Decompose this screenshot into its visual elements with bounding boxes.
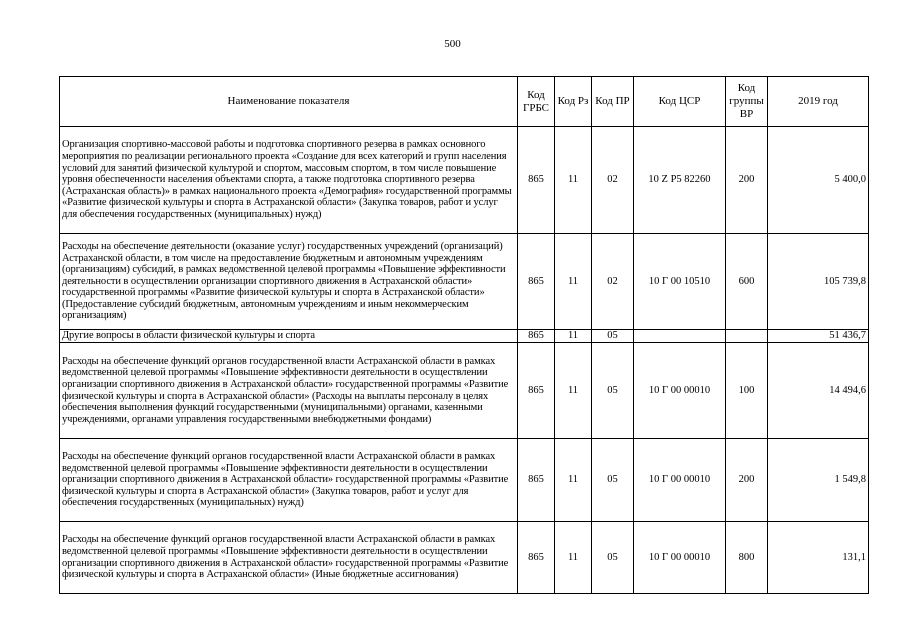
row-grbs: 865 [518, 330, 555, 343]
header-pr: Код ПР [592, 77, 634, 127]
row-vr: 600 [726, 234, 768, 330]
row-vr [726, 330, 768, 343]
row-name: Организация спортивно-массовой работы и подготовка спортивного резерва в рамках основного мероприятия по реализации регионального проекта «Создание для всех категорий и групп населения условий для занятий физической культурой и спортом, массовым спортом, в том числе повышение уровня обеспеченности населения объектами спорта, а также подготовка спортивного резерва (Астраханская область)» в рамках национального проекта «Демография» государственной программы «Развитие физической культуры и спорта в Астраханской области» (Закупка товаров, работ и услуг для обеспечения государственных (муниципальных) нужд) [60, 127, 518, 234]
row-grbs: 865 [518, 234, 555, 330]
row-name: Расходы на обеспечение функций органов государственной власти Астраханской области в рамках ведомственной целевой программы «Повышение эффективности деятельности в осуществлении организации спортивного движения в Астраханской области» государственной программы «Развитие физической культуры и спорта в Астраханской области» (Иные бюджетные ассигнования) [60, 522, 518, 594]
header-year: 2019 год [768, 77, 869, 127]
row-amount: 131,1 [768, 522, 869, 594]
row-vr: 200 [726, 127, 768, 234]
row-pr: 02 [592, 127, 634, 234]
row-csr: 10 Г 00 00010 [634, 343, 726, 439]
row-pr: 05 [592, 330, 634, 343]
budget-table [59, 76, 869, 594]
row-name: Расходы на обеспечение деятельности (оказание услуг) государственных учреждений (организаций) Астраханской области, в том числе на предоставление бюджетным и автономным учреждениям (организациям) субсидий, в рамках ведомственной целевой программы «Повышение эффективности деятельности в осуществлении организации спортивного движения в Астраханской области» государственной программы «Развитие физической культуры и спорта в Астраханской области» (Предоставление субсидий бюджетным, автономным учреждениям и иным некоммерческим организациям) [60, 234, 518, 330]
row-amount: 105 739,8 [768, 234, 869, 330]
row-vr: 200 [726, 439, 768, 522]
row-grbs: 865 [518, 522, 555, 594]
row-rz: 11 [555, 127, 592, 234]
row-csr: 10 Z P5 82260 [634, 127, 726, 234]
row-amount: 1 549,8 [768, 439, 869, 522]
row-rz: 11 [555, 522, 592, 594]
row-amount: 5 400,0 [768, 127, 869, 234]
row-vr: 100 [726, 343, 768, 439]
row-rz: 11 [555, 330, 592, 343]
header-vr: Код группы ВР [726, 77, 768, 127]
header-name: Наименование показателя [60, 77, 518, 127]
row-rz: 11 [555, 439, 592, 522]
row-pr: 05 [592, 439, 634, 522]
page-number: 500 [444, 38, 461, 50]
table-row [60, 127, 869, 234]
row-pr: 05 [592, 522, 634, 594]
row-name: Другие вопросы в области физической культуры и спорта [60, 330, 518, 343]
row-grbs: 865 [518, 127, 555, 234]
header-rz: Код Рз [555, 77, 592, 127]
row-name: Расходы на обеспечение функций органов государственной власти Астраханской области в рамках ведомственной целевой программы «Повышение эффективности деятельности в осуществлении организации спортивного движения в Астраханской области» государственной программы «Развитие физической культуры и спорта в Астраханской области» (Расходы на выплаты персоналу в целях обеспечения выполнения функций государственными (муниципальными) органами, казенными учреждениями, органами управления государственными внебюджетными фондами) [60, 343, 518, 439]
row-name: Расходы на обеспечение функций органов государственной власти Астраханской области в рамках ведомственной целевой программы «Повышение эффективности деятельности в осуществлении организации спортивного движения в Астраханской области» государственной программы «Развитие физической культуры и спорта в Астраханской области» (Закупка товаров, работ и услуг для обеспечения государственных (муниципальных) нужд) [60, 439, 518, 522]
table-row [60, 330, 869, 343]
row-csr: 10 Г 00 00010 [634, 439, 726, 522]
row-csr [634, 330, 726, 343]
row-pr: 02 [592, 234, 634, 330]
table-row [60, 234, 869, 330]
row-grbs: 865 [518, 439, 555, 522]
table-row [60, 439, 869, 522]
header-row [60, 77, 869, 127]
row-amount: 14 494,6 [768, 343, 869, 439]
table-row [60, 343, 869, 439]
table-row [60, 522, 869, 594]
row-amount: 51 436,7 [768, 330, 869, 343]
row-rz: 11 [555, 343, 592, 439]
header-grbs: Код ГРБС [518, 77, 555, 127]
row-csr: 10 Г 00 00010 [634, 522, 726, 594]
row-vr: 800 [726, 522, 768, 594]
row-csr: 10 Г 00 10510 [634, 234, 726, 330]
row-rz: 11 [555, 234, 592, 330]
header-csr: Код ЦСР [634, 77, 726, 127]
row-grbs: 865 [518, 343, 555, 439]
row-pr: 05 [592, 343, 634, 439]
